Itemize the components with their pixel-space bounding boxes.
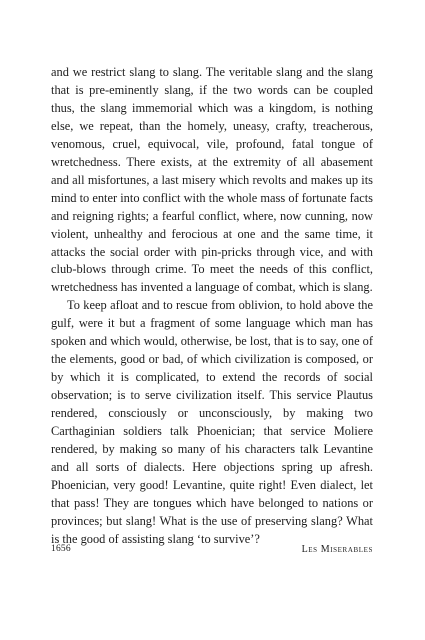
paragraph-continued: and we restrict slang to slang. The veritable slang and the slang that is pre-eminently slang, if the two words can be coupled thus, the slang immemorial which was a kingdom, is nothing else, we repeat, than the homely, uneasy, crafty, treacherous, venomous, cruel, equivocal, vile, profound, fatal tongue of wretchedness. There exists, at the extremity of all abasement and all misfortunes, a last misery which revolts and makes up its mind to enter into conflict with the whole mass of fortunate facts and reigning rights; a fearful conflict, where, now cunning, now violent, unhealthy and ferocious at one and the same time, it attacks the social order with pin-pricks through vice, and with club-blows through crime. To meet the needs of this conflict, wretchedness has invented a language of combat, which is slang. [51, 65, 373, 295]
running-title: Les Miserables [301, 544, 373, 555]
body-text [51, 64, 373, 549]
page-number: 1656 [51, 544, 71, 554]
paragraph: To keep afloat and to rescue from oblivion, to hold above the gulf, were it but a fragment of some language which man has spoken and which would, otherwise, be lost, that is to say, one of the elements, good or bad, of which civilization is composed, or by which it is complicated, to extend the records of social observation; is to serve civilization itself. This service Plautus rendered, consciously or unconsciously, by making two Carthaginian soldiers talk Phoenician; that service Moliere rendered, by making so many of his characters talk Levantine and all sorts of dialects. Here objections spring up afresh. Phoenician, very good! Levantine, quite right! Even dialect, let that pass! They are tongues which have belonged to nations or provinces; but slang! What is the use of preserving slang? What is the good of assisting slang ‘to survive’? [51, 298, 373, 546]
page-footer [51, 544, 373, 560]
